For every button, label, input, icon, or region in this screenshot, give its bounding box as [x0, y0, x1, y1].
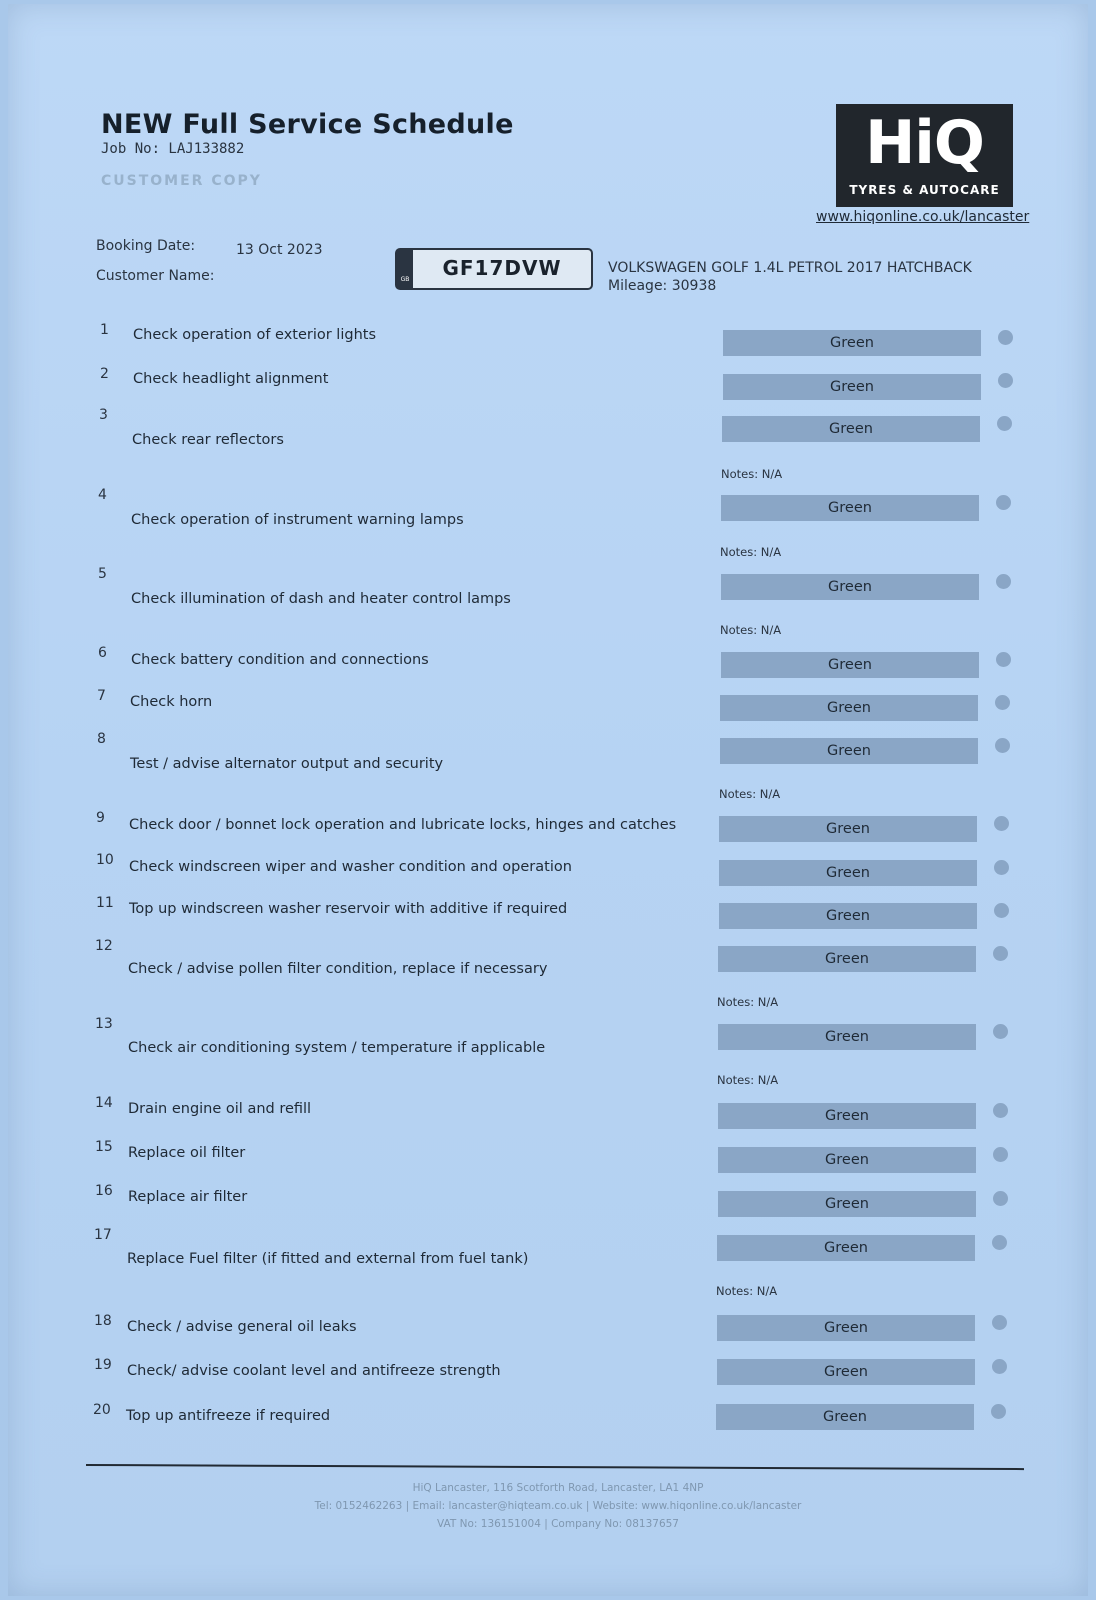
item-description: Replace oil filter — [128, 1145, 246, 1161]
item-rating-green: Green — [720, 695, 978, 721]
status-dot-icon — [993, 1147, 1008, 1162]
status-dot-icon — [998, 373, 1013, 388]
status-dot-icon — [993, 1191, 1008, 1206]
item-notes: Notes: N/A — [720, 545, 782, 559]
status-dot-icon — [998, 330, 1013, 345]
item-number: 19 — [94, 1357, 112, 1373]
item-description: Replace air filter — [128, 1189, 248, 1205]
item-rating-green: Green — [719, 903, 977, 929]
status-dot-icon — [992, 1235, 1007, 1250]
status-dot-icon — [997, 416, 1012, 431]
item-number: 12 — [95, 938, 113, 954]
status-dot-icon — [993, 1024, 1008, 1039]
item-rating-green: Green — [718, 1024, 976, 1050]
item-number: 18 — [94, 1313, 112, 1329]
item-description: Top up windscreen washer reservoir with additive if required — [129, 901, 568, 917]
item-rating-green: Green — [718, 946, 976, 972]
status-dot-icon — [994, 816, 1009, 831]
item-number: 16 — [95, 1183, 113, 1199]
status-dot-icon — [994, 903, 1009, 918]
item-rating-green: Green — [717, 1235, 975, 1261]
status-dot-icon — [994, 860, 1009, 875]
item-number: 6 — [98, 645, 107, 661]
item-number: 8 — [97, 731, 106, 747]
item-description: Check operation of exterior lights — [133, 327, 377, 343]
item-rating-green: Green — [719, 860, 977, 886]
item-number: 3 — [99, 407, 108, 423]
booking-date-label: Booking Date: — [96, 238, 196, 254]
status-dot-icon — [996, 574, 1011, 589]
item-number: 15 — [95, 1139, 113, 1155]
item-notes: Notes: N/A — [721, 467, 783, 481]
item-rating-green: Green — [717, 1359, 975, 1385]
item-rating-green: Green — [718, 1103, 976, 1129]
item-description: Check illumination of dash and heater control lamps — [131, 591, 511, 607]
item-description: Check headlight alignment — [133, 371, 329, 387]
item-description: Replace Fuel filter (if fitted and external from fuel tank) — [127, 1251, 529, 1267]
item-rating-green: Green — [721, 652, 979, 678]
item-rating-green: Green — [719, 816, 977, 842]
plate-country-badge: GB — [397, 250, 413, 288]
item-number: 17 — [94, 1227, 112, 1243]
item-number: 5 — [98, 566, 107, 582]
status-dot-icon — [995, 695, 1010, 710]
item-number: 11 — [96, 895, 114, 911]
item-description: Check / advise pollen filter condition, replace if necessary — [128, 961, 548, 977]
footer-divider — [86, 1464, 1024, 1470]
status-dot-icon — [996, 495, 1011, 510]
item-number: 4 — [98, 487, 107, 503]
item-description: Check operation of instrument warning lamps — [131, 512, 464, 528]
item-notes: Notes: N/A — [719, 787, 781, 801]
item-rating-green: Green — [721, 574, 979, 600]
registration-plate — [395, 248, 593, 290]
status-dot-icon — [992, 1359, 1007, 1374]
logo-wordmark: HiQ — [865, 108, 984, 178]
vehicle-description: VOLKSWAGEN GOLF 1.4L PETROL 2017 HATCHBACK — [608, 260, 972, 276]
item-rating-green: Green — [718, 1147, 976, 1173]
item-number: 7 — [97, 688, 106, 704]
item-rating-green: Green — [722, 416, 980, 442]
item-number: 2 — [100, 366, 109, 382]
job-number: Job No: LAJ133882 — [101, 141, 245, 157]
footer-contact: Tel: 0152462263 | Email: lancaster@hiqteam.co.uk | Website: www.hiqonline.co.uk/lancaster — [314, 1500, 802, 1512]
item-number: 20 — [93, 1402, 111, 1418]
item-description: Check door / bonnet lock operation and lubricate locks, hinges and catches — [129, 817, 677, 833]
item-notes: Notes: N/A — [716, 1284, 778, 1298]
website-link[interactable]: www.hiqonline.co.uk/lancaster — [816, 209, 1030, 225]
item-rating-green: Green — [718, 1191, 976, 1217]
item-description: Check / advise general oil leaks — [127, 1319, 357, 1335]
item-number: 10 — [96, 852, 114, 868]
item-notes: Notes: N/A — [717, 1073, 779, 1087]
status-dot-icon — [995, 738, 1010, 753]
item-description: Top up antifreeze if required — [126, 1408, 331, 1424]
item-description: Check battery condition and connections — [131, 652, 429, 668]
status-dot-icon — [996, 652, 1011, 667]
status-dot-icon — [991, 1404, 1006, 1419]
plate-number: GF17DVW — [442, 256, 562, 280]
item-description: Check rear reflectors — [132, 432, 284, 448]
vehicle-mileage: Mileage: 30938 — [608, 278, 717, 294]
logo-tagline: TYRES & AUTOCARE — [849, 183, 1000, 197]
item-rating-green: Green — [720, 738, 978, 764]
item-number: 14 — [95, 1095, 113, 1111]
footer-address: HiQ Lancaster, 116 Scotforth Road, Lancaster, LA1 4NP — [412, 1482, 704, 1494]
item-description: Check/ advise coolant level and antifreeze strength — [127, 1363, 501, 1379]
item-number: 13 — [95, 1016, 113, 1032]
item-number: 9 — [96, 810, 105, 826]
item-notes: Notes: N/A — [717, 995, 779, 1009]
status-dot-icon — [993, 946, 1008, 961]
item-rating-green: Green — [717, 1315, 975, 1341]
item-rating-green: Green — [723, 374, 981, 400]
item-notes: Notes: N/A — [720, 623, 782, 637]
item-description: Test / advise alternator output and security — [130, 756, 444, 772]
customer-name-label: Customer Name: — [96, 268, 215, 284]
item-description: Check air conditioning system / temperature if applicable — [128, 1040, 546, 1056]
service-schedule-sheet — [8, 4, 1088, 1596]
page-title: NEW Full Service Schedule — [101, 109, 514, 140]
item-description: Drain engine oil and refill — [128, 1101, 312, 1117]
item-description: Check horn — [130, 694, 213, 710]
status-dot-icon — [992, 1315, 1007, 1330]
status-dot-icon — [993, 1103, 1008, 1118]
item-number: 1 — [100, 322, 109, 338]
customer-copy-stamp: CUSTOMER COPY — [101, 173, 262, 189]
hiq-logo — [836, 104, 1013, 207]
footer-registration: VAT No: 136151004 | Company No: 08137657 — [436, 1518, 679, 1530]
item-rating-green: Green — [716, 1404, 974, 1430]
item-description: Check windscreen wiper and washer condition and operation — [129, 859, 572, 875]
item-rating-green: Green — [723, 330, 981, 356]
item-rating-green: Green — [721, 495, 979, 521]
booking-date-value: 13 Oct 2023 — [236, 242, 323, 258]
